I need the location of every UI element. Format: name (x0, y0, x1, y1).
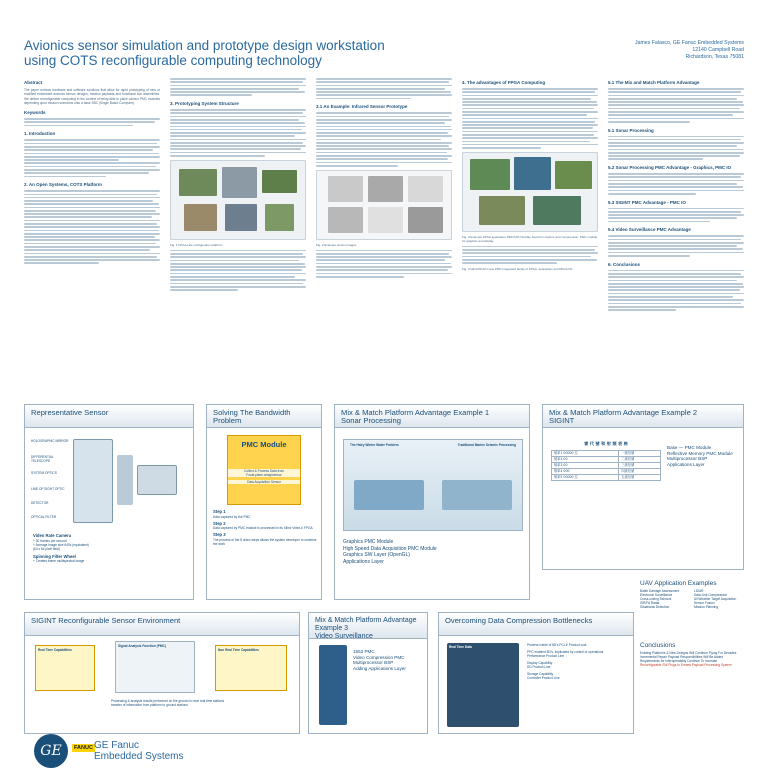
list-item: Sensor Fusion (694, 601, 715, 605)
paper-body (24, 78, 744, 378)
section-heading: 5.2 Sonar Processing PMC Advantage - Graphics, PMC IO (608, 165, 732, 171)
list-item: Adding Applications Layer (353, 665, 406, 671)
list-item: DD Product Line (527, 665, 551, 669)
title-line-1: Avionics sensor simulation and prototype design workstation (24, 38, 385, 53)
step-text: Data captured by the PMC (213, 514, 251, 519)
text-lines (24, 190, 160, 264)
step-text: The process of the 8 video steps allows the system developer to combine the work (213, 537, 317, 546)
uav-lists (640, 589, 744, 609)
step-heading: Step 3 (213, 532, 226, 538)
brand-line: Embedded Systems (94, 751, 184, 762)
abstract-text: The paper reviews hardware and software solutions that allow for rapid prototyping of new or modified embedded avionics sensor designs, mission payloads and functional sub assemblies. We deliver reconfigurable computing in the context of being able to place various PMC modules depending upon mission scenarios onto a base SBC (Single Board Computer). (24, 88, 160, 105)
panel-title-line: Video Surveillance (315, 633, 373, 640)
panel-mix-match-3 (308, 612, 428, 734)
table-title: 雷 代 號 和 射 頻 表 格 (584, 441, 628, 446)
sensor-label: LINE OF SIGHT OPTIC (31, 487, 65, 491)
paper-column-1 (24, 78, 160, 378)
author-address-1: 12140 Campbell Road (692, 47, 744, 53)
table-cell: 頻率5 00000 位 (552, 474, 619, 480)
sigint-note: Processing & analysis results performed on the ground in near real time stations transfer of information from platform to ground stations (111, 699, 225, 707)
section-heading: 6. Conclusions (608, 261, 641, 267)
text-lines (316, 78, 452, 99)
text-lines (608, 88, 744, 123)
table-cell: 頻率3 00 (552, 462, 619, 468)
panel-title-line: Mix & Match Platform Advantage Example 2 (549, 408, 698, 417)
panel-title-line: Sonar Processing (341, 416, 401, 426)
box-label: Non Real Time Capabilities (218, 648, 259, 652)
mm3-items (353, 649, 425, 671)
poster-panels (24, 404, 744, 734)
panel-conclusions (640, 640, 744, 700)
list-item: Graphics SW Layer (OpenGL) (343, 552, 410, 558)
list-item: Electronic Surveillance (640, 593, 673, 597)
table-cell: 三級信號 (619, 462, 661, 468)
sonar-layer-left (354, 480, 424, 510)
section-heading: 5.4 Video Surveillance PMC Advantage (608, 227, 691, 233)
step-heading: Step 2 (213, 520, 226, 526)
list-item: Data Link Compression (694, 593, 728, 597)
text-lines (462, 88, 598, 149)
list-item: Reflective Memory PMC Module (667, 450, 733, 456)
list-item: High Speed Data Acquisition PMC Module (343, 545, 437, 552)
list-item: Requirements for Interoperability Continue To Increase (640, 659, 718, 663)
panel-title: Representative Sensor (25, 405, 193, 428)
list-item: Process inside of 8D's PCI-E Product cost (527, 643, 587, 647)
text-lines (608, 235, 744, 256)
list-item: Battle Damage Assessment (640, 589, 680, 593)
uav-list-left (640, 589, 690, 609)
figure-caption: Fig. 2 Example sensor images (316, 242, 357, 247)
list-item: Video Compression PMC (353, 654, 405, 660)
pmc-module-sub: Focal-plane-array/sensor (228, 473, 300, 477)
sensor-label: DETECTOR (31, 501, 49, 505)
panel-mix-match-2 (542, 404, 744, 570)
panel-title (543, 405, 743, 428)
table-cell: 四級信號 (619, 468, 661, 474)
table-row (552, 474, 661, 480)
panel-bandwidth-problem (206, 404, 322, 600)
section-heading: 5.1 Sonar Processing (608, 127, 654, 133)
text-lines (170, 78, 306, 96)
author-block (504, 40, 744, 61)
text-lines (608, 208, 744, 223)
panel-title (335, 405, 529, 428)
section-heading: 3. Prototyping System Structure (170, 101, 239, 107)
table-cell: 頻率2 00 (552, 456, 619, 462)
figure-1-platform (170, 160, 306, 240)
spin-heading: Spinning Filter Wheel (33, 553, 76, 559)
panel-title-line: SIGINT (549, 416, 575, 426)
sensor-diagram (31, 435, 189, 527)
panel-title: SIGINT Reconfigurable Sensor Environment (25, 613, 299, 636)
list-item: PPC enabled 8D's, implicated by control or operations (527, 650, 604, 654)
list-item: Multiprocessor BSP (353, 660, 394, 666)
list-item: Mission Planning (694, 605, 719, 609)
pmc-module-box (227, 435, 301, 505)
uav-list-right (694, 589, 744, 609)
diagram-label: The Hairy Winter Water Problem (350, 443, 399, 447)
box-label: Signal Analysis Function (PMC) (118, 644, 166, 648)
list-item: Incremental Repair Payload Responsibilities Will Be Added (640, 655, 724, 659)
figure-caption: Fig. 4 GE FANUC's new PMC Integrated family of FPGA, acquisition and FPGA I/O (462, 266, 573, 271)
step-text: Data captured by PMC module is processed in its Xilinx Virtex-II FPGA (213, 526, 313, 531)
text-lines (170, 109, 306, 157)
paper-column-3 (316, 78, 452, 378)
text-lines (24, 118, 160, 126)
section-heading: 5.3 SIGINT PMC Advantage - PMC IO (608, 199, 686, 205)
sensor-label: SYSTEM OPTICS (31, 471, 57, 475)
panel-uav-examples (640, 578, 744, 636)
list-item: Cross-cueing Sensors (640, 597, 672, 601)
list-item: Reconfigurable SW Plugs-In Embed Payload Processing System (640, 663, 732, 667)
section-heading: Abstract (24, 80, 43, 85)
list-item: Controller Product Line (527, 676, 560, 680)
section-heading: 4. The advantages of FPGA Computing (462, 80, 546, 85)
author-address-2: Richardson, Texas 75081 (685, 54, 744, 60)
author-name: James Falasco, GE Fanuc Embedded Systems (635, 40, 744, 46)
sigint-box-analysis (115, 641, 195, 693)
text-lines (24, 139, 160, 177)
list-item: LIDAR (694, 589, 704, 593)
list-item: ISR/FA Radar (640, 601, 660, 605)
text-lines (316, 250, 452, 278)
sonar-layer-right (442, 480, 512, 510)
panel-mix-match-1 (334, 404, 530, 600)
sensor-label: DIFFERENTIAL TELESCOPE (31, 455, 54, 463)
paper-column-5 (608, 78, 744, 378)
section-heading: 2. An Open Systems, COTS Platform (24, 182, 102, 188)
section-heading: 3.1 An Example: Infrared Sensor Prototype (316, 104, 408, 110)
panel-compression-bottlenecks (438, 612, 634, 734)
text-lines (316, 112, 452, 166)
title-line-2: using COTS reconfigurable computing technology (24, 53, 322, 68)
sigint-table (551, 450, 661, 481)
pmc-module-sub: Collect & Process Data from (228, 469, 300, 473)
list-item: Situational Detection (640, 605, 670, 609)
spin-note: + Creates frame multispectral image (33, 559, 85, 564)
text-lines (462, 246, 598, 264)
panel-title-line: Mix & Match Platform Advantage Example 1 (341, 408, 490, 417)
mm1-items (343, 539, 523, 565)
sigint-box-realtime (35, 645, 95, 691)
section-heading: Keywords (24, 110, 46, 116)
table-cell: 頻率1 00000 位 (552, 450, 619, 456)
sensor-label: HOLOGRAPHIC MIRROR (31, 439, 69, 443)
list-item: Existing Platforms & New Designs Will Continue Flying For Decades (640, 651, 737, 655)
list-item: Storage Capability (527, 672, 554, 676)
sensor-housing (73, 439, 113, 523)
video-note: + Average image size 640x (equivalent) (33, 542, 89, 547)
list-item: Graphics PMC Module (343, 539, 394, 545)
sonar-diagram (343, 439, 523, 531)
sensor-optics (117, 455, 133, 505)
table-cell: 頻率4 000 (552, 468, 619, 474)
paper-column-4 (462, 78, 598, 378)
video-heading: Video Rate Camera (33, 533, 72, 538)
panel-title: Solving The Bandwidth Problem (207, 405, 321, 428)
list-item: Multiprocessor BSP (667, 456, 708, 462)
poster-title (24, 38, 444, 68)
list-item: Applications Layer (343, 558, 384, 565)
panel-title: Conclusions (640, 642, 676, 649)
video-note: (64 x 64 pixel field) (33, 546, 60, 551)
fanuc-badge: FANUC (74, 745, 93, 751)
brand-line: GE Fanuc (94, 740, 140, 751)
bottleneck-items (527, 643, 629, 680)
figure-3-fpga-boards (462, 152, 598, 232)
ge-logo: GE (34, 734, 68, 768)
sensor-label: OPTICAL FILTER (31, 515, 57, 519)
list-item: Performance Product Line (527, 654, 565, 658)
diagram-label: Traditional Marine Seismic Processing (457, 443, 516, 447)
list-item: 1553 PMC (353, 649, 375, 654)
panel-title: UAV Application Examples (640, 580, 717, 587)
box-label: Real Time Data (449, 645, 472, 649)
table-cell: 二級信號 (619, 456, 661, 462)
realtime-data-box (447, 643, 519, 727)
video-note: + 30 frames per second (33, 538, 67, 543)
mm2-items (667, 445, 741, 467)
text-lines (170, 250, 306, 291)
brand-name (94, 740, 184, 762)
sigint-table-block (551, 441, 661, 481)
figure-caption: Fig. 1 FPGA-rate configuration platform (170, 242, 223, 247)
figure-caption: Fig. 3 Example FPGA application PMC/CPU flexible board for capture and compression. PMC module for graphics and display (462, 234, 598, 243)
list-item: All Weather Target Acquisition (694, 597, 737, 601)
table-cell: 五級信號 (619, 474, 661, 480)
pmc-module-label: PMC Module (241, 440, 287, 449)
panel-representative-sensor (24, 404, 194, 600)
section-heading: 5.1 The Mix and Match Platform Advantage (608, 80, 700, 85)
list-item: Display Capability (527, 661, 553, 665)
panel-title-line: Mix & Match Platform Advantage Example 3 (315, 617, 417, 632)
video-board-image (319, 645, 347, 725)
text-lines (608, 270, 744, 311)
sigint-box-nonrealtime (215, 645, 287, 691)
text-lines (608, 173, 744, 194)
panel-sigint-environment (24, 612, 300, 734)
paper-column-2 (170, 78, 306, 378)
box-label: Real Time Capabilities (38, 648, 72, 652)
panel-title: Overcoming Data Compression Bottlenecks (439, 613, 633, 636)
list-item: Applications Layer (667, 461, 705, 467)
list-item: Base — PMC Module (667, 445, 712, 450)
figure-2-sensor-images (316, 170, 452, 240)
text-lines (608, 136, 744, 161)
sensor-camera (137, 465, 177, 495)
pmc-module-sub: Data Acquisition Sensor (228, 480, 300, 484)
table-cell: 一級信號 (619, 450, 661, 456)
bandwidth-steps (213, 509, 317, 546)
sensor-notes (33, 533, 187, 563)
section-heading: 1. Introduction (24, 131, 56, 137)
step-heading: Step 1 (213, 509, 226, 514)
panel-title (309, 613, 427, 639)
